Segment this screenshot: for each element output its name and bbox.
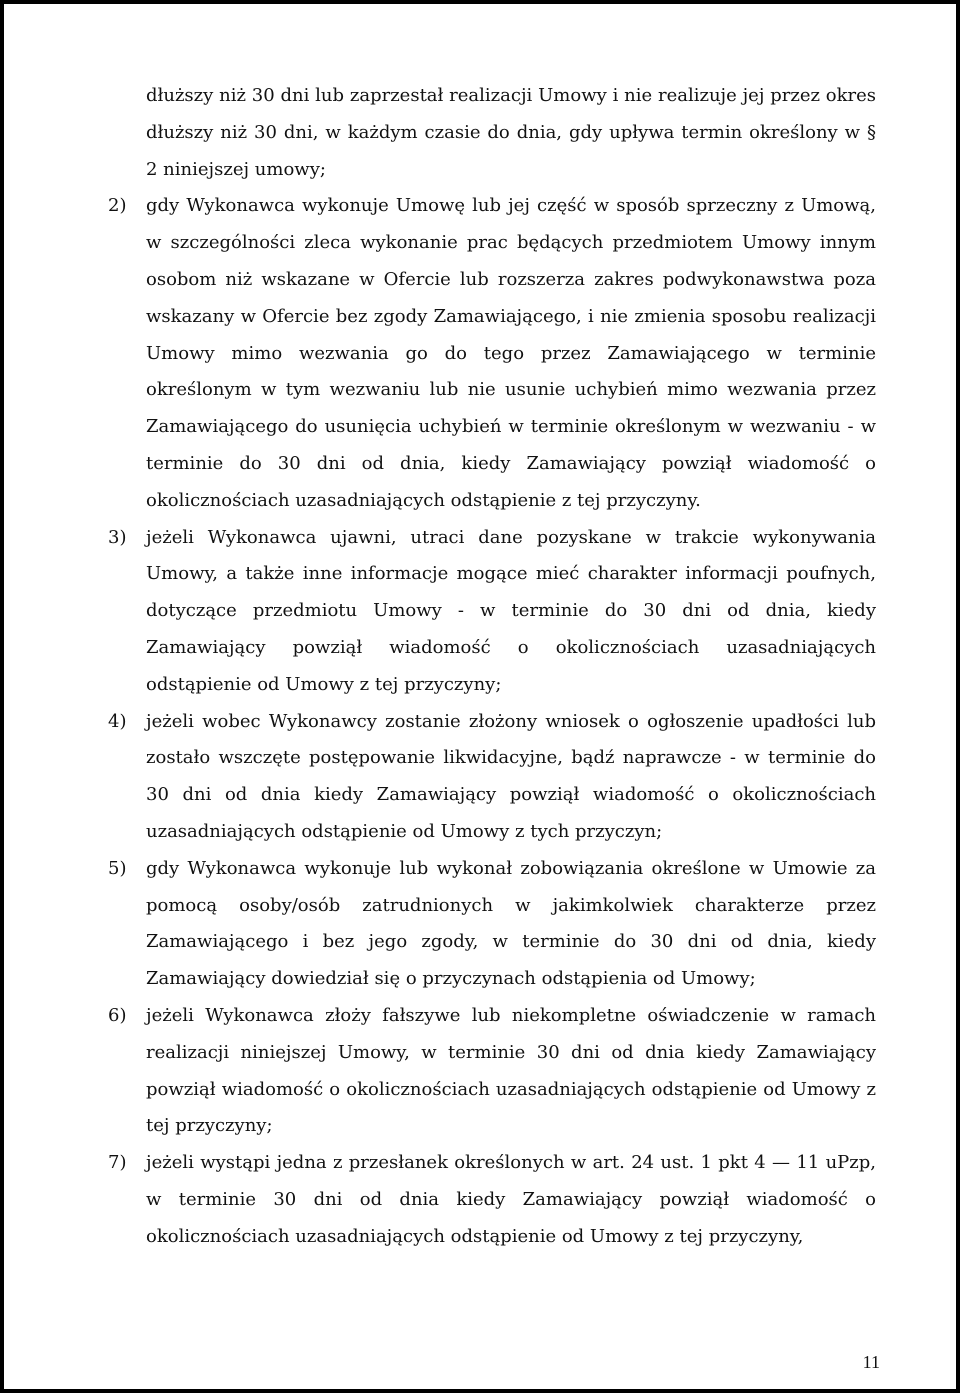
list-item-text: gdy Wykonawca wykonuje lub wykonał zobowiązania określone w Umowie za pomocą osoby/osób zatrudnionych w jakimkolwiek charakterze przez Zamawiającego i bez jego zgody, w terminie do 30 dni od dnia, kiedy Zamawiający dowiedział się o przyczynach odstąpienia od Umowy; — [146, 857, 876, 990]
list-item-number: 5) — [108, 857, 127, 879]
list-item-number: 3) — [108, 526, 127, 548]
document-body — [108, 78, 876, 1256]
list-item-number: 7) — [108, 1152, 127, 1174]
list-item-number: 4) — [108, 710, 127, 732]
list-item-text: jeżeli Wykonawca złoży fałszywe lub niekompletne oświadczenie w ramach realizacji niniejszej Umowy, w terminie 30 dni od dnia kiedy Zamawiający powziął wiadomość o okolicznościach uzasadniających odstąpienie od Umowy z tej przyczyny; — [146, 1004, 876, 1137]
list-item — [108, 704, 876, 851]
page-number: 11 — [862, 1352, 880, 1372]
list-item — [108, 520, 876, 704]
continuation-paragraph: dłuższy niż 30 dni lub zaprzestał realizacji Umowy i nie realizuje jej przez okres dłuższy niż 30 dni, w każdym czasie do dnia, gdy upływa termin określony w § 2 niniejszej umowy; — [146, 85, 876, 180]
list-item-text: gdy Wykonawca wykonuje Umowę lub jej część w sposób sprzeczny z Umową, w szczególności zleca wykonanie prac będących przedmiotem Umowy innym osobom niż wskazane w Ofercie lub rozszerza zakres podwykonawstwa poza wskazany w Ofercie bez zgody Zamawiającego, i nie zmienia sposobu realizacji Umowy mimo wezwania go do tego przez Zamawiającego w terminie określonym w tym wezwaniu lub nie usunie uchybień mimo wezwania przez Zamawiającego do usunięcia uchybień w terminie określonym w wezwaniu - w terminie do 30 dni od dnia, kiedy Zamawiający powziął wiadomość o okolicznościach uzasadniających odstąpienie z tej przyczyny. — [146, 195, 876, 511]
list-item-text: jeżeli wobec Wykonawcy zostanie złożony wniosek o ogłoszenie upadłości lub zostało wszczęte postępowanie likwidacyjne, bądź naprawcze - w terminie do 30 dni od dnia kiedy Zamawiający powziął wiadomość o okolicznościach uzasadniających odstąpienie od Umowy z tych przyczyn; — [146, 710, 876, 842]
list-item — [108, 851, 876, 998]
list-item-text: jeżeli Wykonawca ujawni, utraci dane pozyskane w trakcie wykonywania Umowy, a także inne informacje mogące mieć charakter informacji poufnych, dotyczące przedmiotu Umowy - w terminie do 30 dni od dnia, kiedy Zamawiający powziął wiadomość o okolicznościach uzasadniających odstąpienie od Umowy z tej przyczyny; — [146, 526, 876, 695]
list-item — [108, 1145, 876, 1255]
list-item-number: 2) — [108, 195, 127, 217]
list-item-number: 6) — [108, 1004, 127, 1026]
list-item-text: jeżeli wystąpi jedna z przesłanek określonych w art. 24 ust. 1 pkt 4 — 11 uPzp, w terminie 30 dni od dnia kiedy Zamawiający powziął wiadomość o okolicznościach uzasadniających odstąpienie od Umowy z tej przyczyny, — [146, 1152, 876, 1247]
list-item — [108, 998, 876, 1145]
list-item — [108, 188, 876, 519]
